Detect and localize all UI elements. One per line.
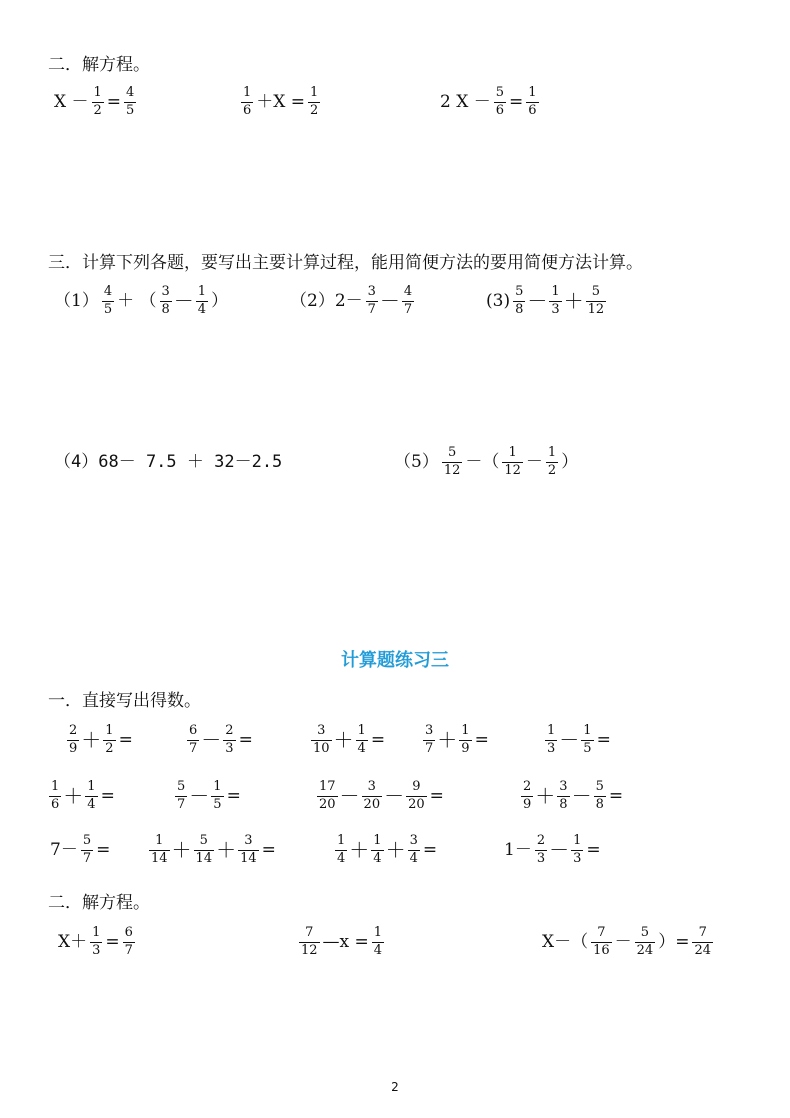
- denominator: 2: [310, 102, 319, 118]
- arithmetic-item: [48, 834, 112, 867]
- fraction: [494, 86, 506, 119]
- equation: [240, 86, 321, 119]
- fraction: [241, 86, 253, 119]
- practice-title: 计算题练习三: [341, 650, 449, 671]
- denominator: 9: [523, 796, 532, 812]
- denominator: 14: [240, 850, 257, 866]
- denominator: 4: [373, 942, 383, 958]
- fraction: [692, 926, 713, 959]
- math-text: －: [571, 784, 592, 809]
- equation: [52, 86, 137, 119]
- math-text: =: [100, 785, 115, 806]
- numerator: 3: [367, 779, 376, 794]
- fraction: [545, 724, 557, 757]
- fraction: [175, 780, 187, 813]
- denominator: 14: [151, 850, 168, 866]
- denominator: 6: [528, 102, 537, 118]
- fraction: [423, 724, 435, 757]
- fraction: [635, 926, 656, 959]
- math-text: =: [422, 839, 438, 860]
- numerator: 7: [305, 925, 314, 940]
- fraction: [103, 724, 115, 757]
- numerator: 3: [244, 833, 253, 848]
- numerator: 1: [373, 925, 383, 940]
- math-text: －: [173, 289, 194, 314]
- numerator: 1: [461, 723, 470, 738]
- denominator: 9: [461, 740, 470, 756]
- denominator: 4: [337, 850, 346, 866]
- numerator: 3: [409, 833, 418, 848]
- denominator: 5: [583, 740, 592, 756]
- numerator: 5: [177, 779, 186, 794]
- fraction: [502, 446, 523, 479]
- arithmetic-item: [520, 780, 625, 813]
- denominator: 7: [367, 301, 376, 317]
- denominator: 6: [243, 102, 252, 118]
- math-text: ＋: [216, 838, 237, 863]
- fraction: [335, 834, 347, 867]
- fraction: [149, 834, 170, 867]
- fraction: [49, 780, 61, 813]
- math-text: ＋: [563, 289, 584, 314]
- fraction: [372, 926, 384, 959]
- math-text: －: [384, 784, 405, 809]
- fraction: [81, 834, 93, 867]
- math-text: X－（: [542, 931, 589, 952]
- math-text: －: [189, 784, 210, 809]
- math-text: X －: [54, 91, 89, 112]
- math-text: （2）2－: [290, 290, 363, 311]
- numerator: 2: [523, 779, 532, 794]
- numerator: 1: [373, 833, 382, 848]
- math-text: ）: [561, 451, 579, 472]
- denominator: 5: [213, 796, 222, 812]
- fraction: [187, 724, 199, 757]
- denominator: 8: [515, 301, 524, 317]
- arithmetic-item: [502, 834, 603, 867]
- math-text: －（: [465, 451, 500, 472]
- numerator: 1: [551, 284, 560, 299]
- numerator: 1: [310, 85, 319, 100]
- denominator: 12: [301, 942, 318, 958]
- calculation-problem: [288, 285, 415, 318]
- math-text: －: [201, 728, 222, 753]
- fraction: [546, 446, 558, 479]
- denominator: 4: [373, 850, 382, 866]
- arithmetic-item: [422, 724, 491, 757]
- fraction: [591, 926, 612, 959]
- math-text: ＋: [333, 728, 354, 753]
- denominator: 5: [103, 301, 113, 317]
- numerator: 1: [583, 723, 592, 738]
- fraction: [92, 86, 104, 119]
- fraction: [194, 834, 215, 867]
- math-text: ＋: [63, 784, 84, 809]
- fraction: [526, 86, 538, 119]
- fraction: [521, 780, 533, 813]
- numerator: 1: [197, 284, 207, 299]
- numerator: 6: [189, 723, 198, 738]
- denominator: 2: [93, 102, 102, 118]
- math-text: =: [96, 839, 111, 860]
- math-text: （1）: [54, 290, 99, 311]
- math-text: （4）68－ 7.5 ＋ 32－2.5: [54, 452, 283, 472]
- calculation-problem: [392, 446, 580, 479]
- numerator: 3: [367, 284, 376, 299]
- math-text: =: [226, 785, 241, 806]
- fraction: [211, 780, 223, 813]
- numerator: 1: [547, 445, 557, 460]
- section-heading-solve-equations-top: 二．解方程。: [48, 55, 150, 75]
- numerator: 1: [51, 779, 60, 794]
- arithmetic-item: [186, 724, 255, 757]
- fraction: [223, 724, 235, 757]
- arithmetic-item: [148, 834, 278, 867]
- fraction: [67, 724, 79, 757]
- numerator: 1: [243, 85, 252, 100]
- numerator: 1: [87, 779, 96, 794]
- numerator: 5: [640, 925, 650, 940]
- denominator: 5: [126, 102, 135, 118]
- numerator: 5: [495, 85, 505, 100]
- math-text: =: [105, 931, 120, 952]
- denominator: 2: [105, 740, 114, 756]
- fraction: [102, 285, 114, 318]
- arithmetic-item: [334, 834, 439, 867]
- denominator: 3: [551, 301, 560, 317]
- math-text: －: [525, 451, 543, 472]
- calculation-problem: [484, 285, 607, 318]
- numerator: 6: [124, 925, 133, 940]
- numerator: 1: [528, 85, 537, 100]
- numerator: 2: [536, 833, 546, 848]
- denominator: 20: [363, 796, 381, 812]
- math-text: ）=: [658, 931, 690, 952]
- arithmetic-item: [66, 724, 135, 757]
- math-text: －: [549, 838, 570, 863]
- numerator: 5: [82, 833, 92, 848]
- math-text: ＋ （: [117, 290, 157, 311]
- math-text: －: [339, 784, 360, 809]
- numerator: 9: [412, 779, 421, 794]
- fraction: [238, 834, 259, 867]
- denominator: 8: [161, 301, 170, 317]
- fraction: [402, 285, 414, 318]
- denominator: 8: [559, 796, 568, 812]
- fraction: [85, 780, 97, 813]
- fraction: [571, 834, 583, 867]
- math-text: =: [608, 785, 624, 806]
- math-text: ＋: [81, 728, 102, 753]
- math-text: ＋: [437, 728, 458, 753]
- fraction: [586, 285, 607, 318]
- math-text: 1－: [504, 839, 532, 860]
- math-text: X＋: [58, 931, 88, 952]
- numerator: 3: [425, 723, 434, 738]
- fraction: [299, 926, 320, 959]
- math-text: =: [596, 729, 611, 750]
- fraction: [196, 285, 208, 318]
- numerator: 1: [357, 723, 366, 738]
- numerator: 1: [508, 445, 517, 460]
- denominator: 3: [536, 850, 546, 866]
- denominator: 20: [408, 796, 425, 812]
- denominator: 4: [357, 740, 366, 756]
- numerator: 1: [155, 833, 164, 848]
- denominator: 9: [69, 740, 78, 756]
- numerator: 5: [595, 779, 604, 794]
- numerator: 4: [103, 284, 113, 299]
- math-text: =: [474, 729, 489, 750]
- arithmetic-item: [174, 780, 243, 813]
- equation: [540, 926, 714, 959]
- arithmetic-item: [48, 780, 117, 813]
- fraction: [362, 780, 383, 813]
- math-text: －: [559, 728, 580, 753]
- denominator: 8: [595, 796, 604, 812]
- denominator: 7: [189, 740, 198, 756]
- denominator: 7: [124, 942, 133, 958]
- math-text: －: [379, 289, 400, 314]
- equation: [438, 86, 540, 119]
- fraction: [594, 780, 606, 813]
- fraction: [406, 780, 427, 813]
- numerator: 2: [69, 723, 78, 738]
- math-text: ）: [211, 290, 229, 311]
- denominator: 16: [593, 942, 610, 958]
- denominator: 14: [195, 850, 213, 866]
- numerator: 5: [591, 284, 601, 299]
- denominator: 24: [636, 942, 654, 958]
- numerator: 1: [93, 85, 102, 100]
- math-text: ＋: [171, 838, 192, 863]
- math-text: ＋: [349, 838, 370, 863]
- section-heading-calculate: 三．计算下列各题，要写出主要计算过程，能用简便方法的要用简便方法计算。: [48, 253, 643, 273]
- numerator: 4: [126, 85, 135, 100]
- arithmetic-item: [310, 724, 387, 757]
- fraction: [408, 834, 420, 867]
- math-text: （5）: [394, 451, 439, 472]
- math-text: =: [429, 785, 444, 806]
- numerator: 1: [92, 925, 101, 940]
- fraction: [317, 780, 338, 813]
- math-text: =: [238, 729, 253, 750]
- fraction: [160, 285, 172, 318]
- fraction: [90, 926, 102, 959]
- fraction: [581, 724, 593, 757]
- arithmetic-item: [544, 724, 613, 757]
- numerator: 5: [447, 445, 457, 460]
- fraction: [442, 446, 463, 479]
- fraction: [459, 724, 471, 757]
- denominator: 6: [495, 102, 505, 118]
- denominator: 4: [409, 850, 418, 866]
- denominator: 3: [547, 740, 556, 756]
- calculation-problem: [52, 454, 284, 471]
- numerator: 1: [105, 723, 114, 738]
- numerator: 17: [319, 779, 336, 794]
- math-text: ＋: [385, 838, 406, 863]
- math-text: 7－: [50, 839, 78, 860]
- denominator: 12: [587, 301, 605, 317]
- numerator: 2: [225, 723, 234, 738]
- section-heading-solve-equations-bottom: 二．解方程。: [48, 893, 150, 913]
- denominator: 7: [425, 740, 434, 756]
- calculation-problem: [52, 285, 230, 318]
- denominator: 3: [92, 942, 101, 958]
- numerator: 7: [698, 925, 707, 940]
- fraction: [557, 780, 569, 813]
- section-heading-direct-answers: 一．直接写出得数。: [48, 691, 201, 711]
- fraction: [513, 285, 525, 318]
- denominator: 12: [504, 462, 521, 478]
- denominator: 2: [547, 462, 557, 478]
- numerator: 5: [515, 284, 524, 299]
- math-text: —x =: [322, 931, 369, 952]
- fraction: [123, 926, 135, 959]
- math-text: ＋X =: [256, 91, 306, 112]
- denominator: 4: [197, 301, 207, 317]
- fraction: [535, 834, 547, 867]
- math-text: (3): [486, 290, 511, 311]
- numerator: 5: [199, 833, 208, 848]
- numerator: 1: [337, 833, 346, 848]
- equation: [56, 926, 136, 959]
- numerator: 3: [161, 284, 170, 299]
- fraction: [308, 86, 320, 119]
- numerator: 4: [403, 284, 413, 299]
- math-text: ＋: [535, 784, 556, 809]
- fraction: [124, 86, 136, 119]
- fraction: [549, 285, 561, 318]
- math-text: =: [118, 729, 133, 750]
- denominator: 3: [573, 850, 582, 866]
- numerator: 1: [213, 779, 222, 794]
- math-text: =: [106, 91, 122, 112]
- fraction: [311, 724, 332, 757]
- page-number: 2: [391, 1080, 399, 1094]
- denominator: 12: [443, 462, 461, 478]
- numerator: 1: [547, 723, 556, 738]
- denominator: 7: [403, 301, 413, 317]
- denominator: 10: [313, 740, 330, 756]
- denominator: 24: [694, 942, 711, 958]
- numerator: 3: [559, 779, 568, 794]
- math-text: 2 X －: [440, 91, 491, 112]
- numerator: 7: [597, 925, 606, 940]
- fraction: [356, 724, 368, 757]
- math-text: =: [370, 729, 386, 750]
- arithmetic-item: [316, 780, 446, 813]
- fraction: [371, 834, 383, 867]
- denominator: 20: [319, 796, 336, 812]
- math-text: =: [586, 839, 601, 860]
- math-text: =: [261, 839, 276, 860]
- numerator: 1: [573, 833, 582, 848]
- denominator: 7: [177, 796, 186, 812]
- numerator: 3: [317, 723, 326, 738]
- fraction: [366, 285, 378, 318]
- denominator: 3: [225, 740, 234, 756]
- math-text: =: [509, 91, 524, 112]
- denominator: 6: [51, 796, 60, 812]
- equation: [298, 926, 385, 959]
- math-text: －: [614, 931, 632, 952]
- denominator: 4: [87, 796, 96, 812]
- math-text: －: [527, 289, 548, 314]
- denominator: 7: [82, 850, 92, 866]
